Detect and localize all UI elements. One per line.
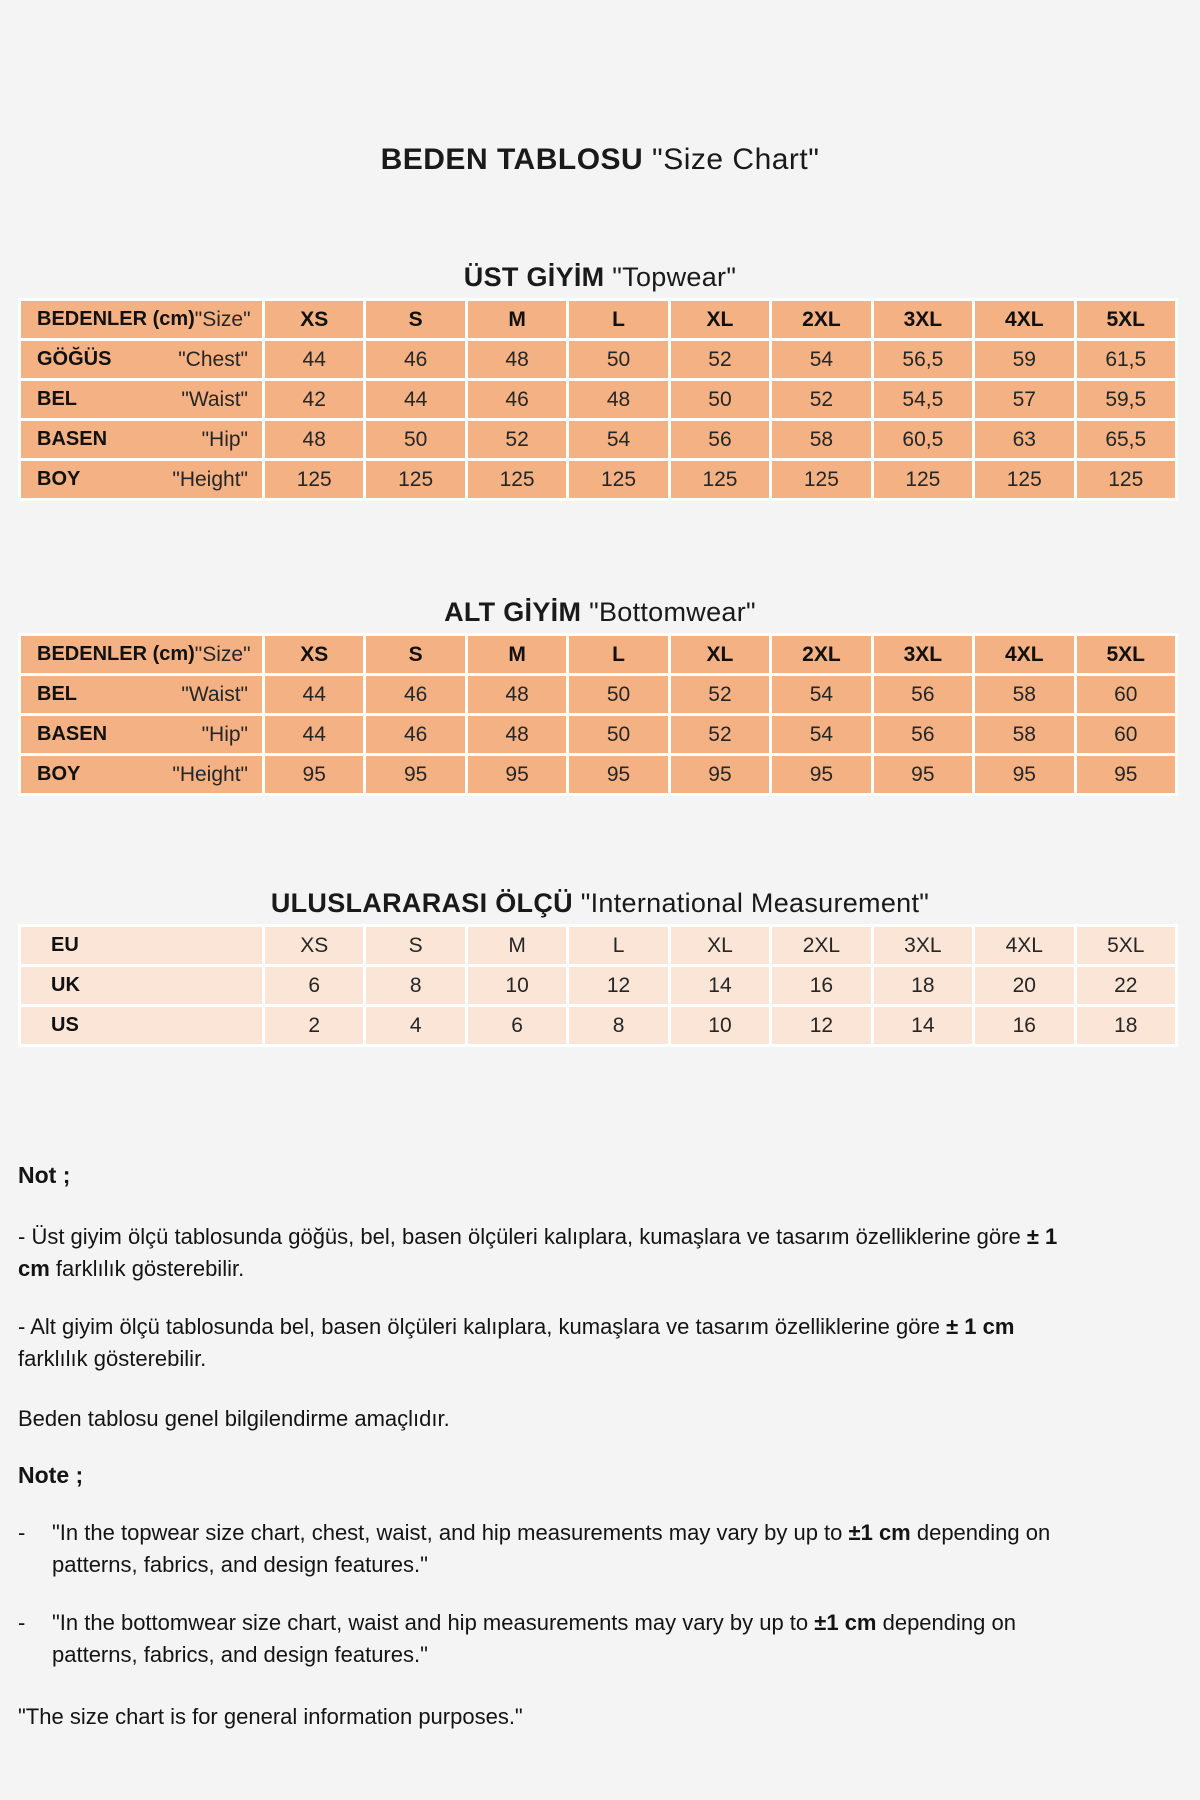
row-translation: "Chest": [178, 347, 248, 371]
value-cell: 56,5: [872, 340, 973, 380]
section-title-bottomwear-english: "Bottomwear": [581, 597, 756, 627]
size-header-cell: L: [568, 635, 669, 675]
row-label: BOY: [37, 468, 81, 490]
value-cell: 125: [466, 460, 567, 500]
value-cell: 57: [974, 380, 1075, 420]
row-label-cell: [20, 380, 264, 420]
row-label-cell: [20, 675, 264, 715]
value-cell: 46: [365, 340, 466, 380]
value-cell: 52: [669, 715, 770, 755]
note-topwear-turkish: [18, 1221, 1066, 1285]
value-cell: 42: [264, 380, 365, 420]
row-label-cell: [20, 755, 264, 795]
note-text: farklılık gösterebilir.: [49, 1256, 245, 1281]
bottomwear-size-table: [18, 633, 1178, 796]
note-bottomwear-english: [18, 1607, 1182, 1671]
value-cell: 12: [568, 966, 669, 1006]
value-cell: 54: [771, 675, 872, 715]
row-label-cell: [20, 420, 264, 460]
value-cell: XS: [264, 926, 365, 966]
table-header-row: [20, 635, 1177, 675]
row-translation: "Waist": [181, 387, 248, 411]
value-cell: 10: [669, 1006, 770, 1046]
row-translation: "Height": [172, 762, 248, 786]
size-table: [18, 924, 1178, 1047]
notes-section: [18, 1159, 1182, 1733]
notes-heading-english: Note ;: [18, 1462, 84, 1488]
row-label-cell: [20, 926, 264, 966]
row-label: BEL: [37, 683, 77, 705]
size-table: [18, 633, 1178, 796]
value-cell: 22: [1075, 966, 1177, 1006]
value-cell: 65,5: [1075, 420, 1177, 460]
value-cell: 125: [365, 460, 466, 500]
value-cell: 50: [568, 340, 669, 380]
table-row: [20, 420, 1177, 460]
page-title: [0, 142, 1200, 178]
page-title-turkish: BEDEN TABLOSU: [380, 143, 644, 176]
note-general-turkish: Beden tablosu genel bilgilendirme amaçlıdır.: [18, 1406, 450, 1431]
note-text: "In the topwear size chart, chest, waist, and hip measurements may vary by up to: [52, 1520, 849, 1545]
row-label-cell: [20, 966, 264, 1006]
note-emphasis: ± 1 cm: [946, 1314, 1015, 1339]
value-cell: 58: [771, 420, 872, 460]
bullet-text: [52, 1607, 1072, 1671]
value-cell: 60,5: [872, 420, 973, 460]
section-title-international-turkish: ULUSLARARASI ÖLÇÜ: [270, 888, 573, 918]
value-cell: 95: [872, 755, 973, 795]
row-label: BEDENLER (cm): [37, 308, 195, 330]
row-translation: "Waist": [181, 682, 248, 706]
value-cell: 52: [466, 420, 567, 460]
table-row: [20, 460, 1177, 500]
row-translation: "Size": [194, 307, 251, 331]
row-translation: "Hip": [201, 722, 248, 746]
section-title-topwear: [0, 262, 1200, 292]
value-cell: 8: [365, 966, 466, 1006]
value-cell: 10: [466, 966, 567, 1006]
value-cell: 44: [264, 715, 365, 755]
value-cell: 52: [771, 380, 872, 420]
section-title-bottomwear-turkish: ALT GİYİM: [444, 597, 582, 627]
value-cell: 48: [466, 675, 567, 715]
note-emphasis: ± 1 cm: [18, 1224, 1058, 1281]
size-header-cell: 3XL: [872, 300, 973, 340]
value-cell: 4: [365, 1006, 466, 1046]
section-title-international: [0, 888, 1200, 918]
value-cell: S: [365, 926, 466, 966]
section-title-bottomwear: [0, 597, 1200, 627]
row-label-cell: [20, 340, 264, 380]
size-header-cell: 2XL: [771, 300, 872, 340]
size-header-cell: 2XL: [771, 635, 872, 675]
bullet-dash: -: [18, 1610, 26, 1635]
value-cell: 52: [669, 340, 770, 380]
value-cell: 54: [568, 420, 669, 460]
section-title-international-english: "International Measurement": [572, 888, 930, 918]
size-header-cell: XS: [264, 300, 365, 340]
note-text: depending on patterns, fabrics, and design features.": [52, 1520, 1051, 1577]
row-label: BEL: [37, 388, 77, 410]
value-cell: 95: [1075, 755, 1177, 795]
note-topwear-english: [18, 1517, 1182, 1581]
value-cell: 95: [974, 755, 1075, 795]
value-cell: 58: [974, 715, 1075, 755]
value-cell: 60: [1075, 715, 1177, 755]
value-cell: 125: [974, 460, 1075, 500]
note-text: - Alt giyim ölçü tablosunda bel, basen ölçüleri kalıplara, kumaşlara ve tasarım özelliklerine göre: [18, 1314, 947, 1339]
value-cell: 3XL: [872, 926, 973, 966]
value-cell: 56: [872, 675, 973, 715]
value-cell: M: [466, 926, 567, 966]
value-cell: 95: [669, 755, 770, 795]
note-text: "In the bottomwear size chart, waist and hip measurements may vary by up to: [52, 1610, 815, 1635]
value-cell: 2: [264, 1006, 365, 1046]
value-cell: 95: [365, 755, 466, 795]
note-emphasis: ±1 cm: [848, 1520, 911, 1545]
note-general-english: "The size chart is for general information purposes.": [18, 1704, 523, 1729]
value-cell: 18: [1075, 1006, 1177, 1046]
row-label: EU: [51, 934, 79, 956]
international-size-table: [18, 924, 1178, 1047]
value-cell: 6: [264, 966, 365, 1006]
value-cell: 18: [872, 966, 973, 1006]
value-cell: 20: [974, 966, 1075, 1006]
row-label: BOY: [37, 763, 81, 785]
note-text: farklılık gösterebilir.: [18, 1346, 207, 1371]
size-header-cell: M: [466, 300, 567, 340]
row-label-cell: [20, 460, 264, 500]
value-cell: 63: [974, 420, 1075, 460]
value-cell: 59: [974, 340, 1075, 380]
size-header-cell: XL: [669, 635, 770, 675]
size-header-cell: L: [568, 300, 669, 340]
value-cell: 50: [568, 715, 669, 755]
row-translation: "Hip": [201, 427, 248, 451]
note-text: depending on patterns, fabrics, and design features.": [52, 1610, 1016, 1667]
note-text: - Üst giyim ölçü tablosunda göğüs, bel, basen ölçüleri kalıplara, kumaşlara ve tasarım özelliklerine göre: [18, 1224, 1027, 1249]
value-cell: 125: [872, 460, 973, 500]
table-row: [20, 966, 1177, 1006]
value-cell: 54: [771, 340, 872, 380]
value-cell: 95: [568, 755, 669, 795]
section-title-topwear-english: "Topwear": [604, 262, 737, 292]
row-label: BEDENLER (cm): [37, 643, 195, 665]
value-cell: 12: [771, 1006, 872, 1046]
size-header-cell: 5XL: [1075, 300, 1177, 340]
bullet-text: [52, 1517, 1072, 1581]
size-header-cell: 4XL: [974, 635, 1075, 675]
size-header-cell: XL: [669, 300, 770, 340]
value-cell: 125: [1075, 460, 1177, 500]
size-header-cell: 3XL: [872, 635, 973, 675]
row-label-cell: [20, 635, 264, 675]
row-label-cell: [20, 300, 264, 340]
size-header-cell: M: [466, 635, 567, 675]
value-cell: 95: [466, 755, 567, 795]
page-title-english: "Size Chart": [643, 143, 820, 176]
topwear-size-table: [18, 298, 1178, 501]
value-cell: 14: [872, 1006, 973, 1046]
bullet-dash: -: [18, 1520, 26, 1545]
note-bottomwear-turkish: [18, 1311, 1066, 1375]
value-cell: 125: [771, 460, 872, 500]
value-cell: XL: [669, 926, 770, 966]
value-cell: 54: [771, 715, 872, 755]
row-label: BASEN: [37, 428, 108, 450]
value-cell: 46: [365, 675, 466, 715]
table-row: [20, 715, 1177, 755]
size-header-cell: 4XL: [974, 300, 1075, 340]
row-translation: "Size": [194, 642, 251, 666]
value-cell: 50: [568, 675, 669, 715]
value-cell: 125: [264, 460, 365, 500]
size-header-cell: S: [365, 300, 466, 340]
value-cell: 50: [669, 380, 770, 420]
value-cell: 58: [974, 675, 1075, 715]
value-cell: 4XL: [974, 926, 1075, 966]
value-cell: 44: [365, 380, 466, 420]
value-cell: 52: [669, 675, 770, 715]
value-cell: 61,5: [1075, 340, 1177, 380]
table-row: [20, 380, 1177, 420]
value-cell: 50: [365, 420, 466, 460]
value-cell: 16: [974, 1006, 1075, 1046]
value-cell: 56: [669, 420, 770, 460]
value-cell: 125: [568, 460, 669, 500]
size-table: [18, 298, 1178, 501]
value-cell: 54,5: [872, 380, 973, 420]
size-header-cell: 5XL: [1075, 635, 1177, 675]
value-cell: 44: [264, 340, 365, 380]
value-cell: 48: [466, 715, 567, 755]
value-cell: 6: [466, 1006, 567, 1046]
value-cell: 46: [466, 380, 567, 420]
row-translation: "Height": [172, 467, 248, 491]
size-header-cell: XS: [264, 635, 365, 675]
note-emphasis: ±1 cm: [814, 1610, 877, 1635]
value-cell: 44: [264, 675, 365, 715]
row-label-cell: [20, 1006, 264, 1046]
value-cell: 59,5: [1075, 380, 1177, 420]
table-row: [20, 926, 1177, 966]
value-cell: 95: [264, 755, 365, 795]
size-header-cell: S: [365, 635, 466, 675]
value-cell: 125: [669, 460, 770, 500]
value-cell: 48: [466, 340, 567, 380]
row-label: UK: [51, 974, 80, 996]
table-row: [20, 675, 1177, 715]
row-label: BASEN: [37, 723, 108, 745]
value-cell: L: [568, 926, 669, 966]
table-row: [20, 340, 1177, 380]
value-cell: 56: [872, 715, 973, 755]
value-cell: 14: [669, 966, 770, 1006]
value-cell: 16: [771, 966, 872, 1006]
value-cell: 48: [264, 420, 365, 460]
value-cell: 8: [568, 1006, 669, 1046]
table-row: [20, 1006, 1177, 1046]
value-cell: 48: [568, 380, 669, 420]
table-header-row: [20, 300, 1177, 340]
value-cell: 2XL: [771, 926, 872, 966]
row-label: US: [51, 1014, 79, 1036]
notes-heading-turkish: Not ;: [18, 1162, 71, 1188]
row-label: GÖĞÜS: [37, 348, 112, 370]
value-cell: 60: [1075, 675, 1177, 715]
section-title-topwear-turkish: ÜST GİYİM: [463, 262, 605, 292]
value-cell: 46: [365, 715, 466, 755]
value-cell: 5XL: [1075, 926, 1177, 966]
value-cell: 95: [771, 755, 872, 795]
table-row: [20, 755, 1177, 795]
row-label-cell: [20, 715, 264, 755]
